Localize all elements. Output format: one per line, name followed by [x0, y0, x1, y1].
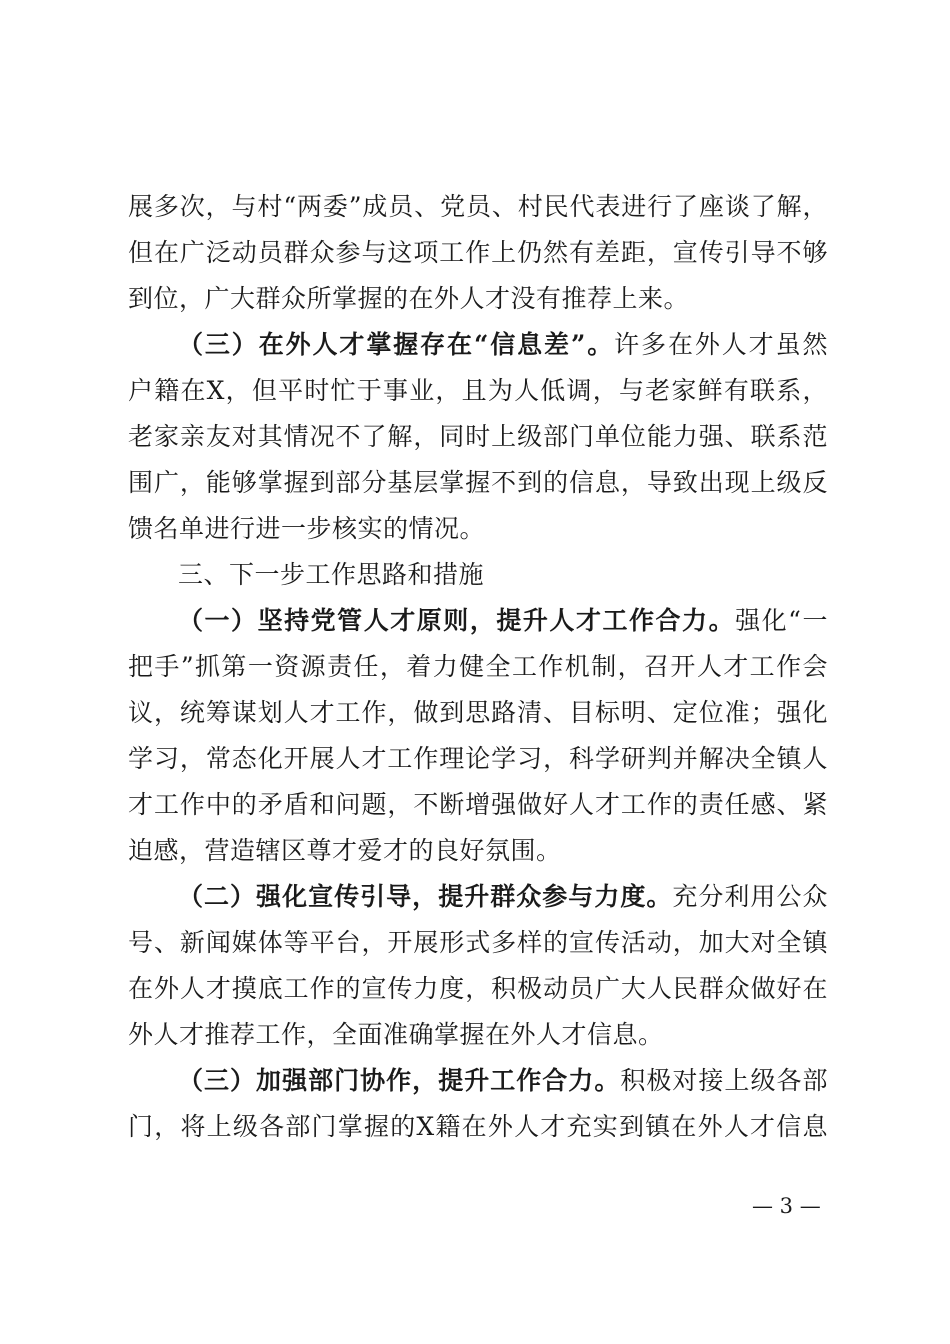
line-text: 议，统筹谋划人才工作，做到思路清、目标明、定位准；强化: [128, 698, 828, 727]
line-text: 许多在外人才虽然: [614, 330, 828, 359]
line-text: 强化“一: [735, 606, 828, 635]
body-text-line: [128, 422, 828, 452]
body-text-line: [128, 652, 828, 682]
line-text: 学习，常态化开展人才工作理论学习，科学研判并解决全镇人: [128, 744, 828, 773]
line-text: 才工作中的矛盾和问题，不断增强做好人才工作的责任感、紧: [128, 790, 828, 819]
body-text-line: [128, 744, 828, 774]
line-text: 门，将上级各部门掌握的X籍在外人才充实到镇在外人才信息: [128, 1112, 828, 1141]
body-text-line: [128, 238, 828, 268]
line-text: 迫感，营造辖区尊才爱才的良好氛围。: [128, 836, 562, 865]
paragraph-heading-bold: （一）坚持党管人才原则，提升人才工作合力。: [178, 606, 736, 635]
body-text-line: [128, 1020, 828, 1050]
line-text: 充分利用公众: [672, 882, 828, 911]
body-text-line: [128, 790, 828, 820]
paragraph-heading-bold: （二）强化宣传引导，提升群众参与力度。: [178, 882, 673, 911]
body-text-line: [128, 284, 828, 314]
body-text-line: [128, 376, 828, 406]
paragraph-heading-bold: （三）在外人才掌握存在“信息差”。: [178, 330, 615, 359]
line-text: 老家亲友对其情况不了解，同时上级部门单位能力强、联系范: [128, 422, 828, 451]
body-text-line: [128, 836, 828, 866]
paragraph-start-line: [178, 330, 828, 360]
body-text-line: [128, 468, 828, 498]
line-text: 馈名单进行进一步核实的情况。: [128, 514, 486, 543]
line-text: 把手”抓第一资源责任，着力健全工作机制，召开人才工作会: [128, 652, 828, 681]
section-heading: [178, 560, 828, 590]
line-text: 但在广泛动员群众参与这项工作上仍然有差距，宣传引导不够: [128, 238, 828, 267]
paragraph-start-line: [178, 882, 828, 912]
paragraph-start-line: [178, 606, 828, 636]
body-text-line: [128, 698, 828, 728]
body-text-line: [128, 928, 828, 958]
body-text-line: [128, 1112, 828, 1142]
line-text: 围广，能够掌握到部分基层掌握不到的信息，导致出现上级反: [128, 468, 828, 497]
line-text: 展多次，与村“两委”成员、党员、村民代表进行了座谈了解，: [128, 192, 828, 221]
body-text-line: [128, 192, 828, 222]
paragraph-heading-bold: （三）加强部门协作，提升工作合力。: [178, 1066, 621, 1095]
line-text: 外人才推荐工作，全面准确掌握在外人才信息。: [128, 1020, 664, 1049]
body-text-line: [128, 514, 828, 544]
line-text: 到位，广大群众所掌握的在外人才没有推荐上来。: [128, 284, 690, 313]
line-text: 积极对接上级各部: [620, 1066, 828, 1095]
line-text: 户籍在X，但平时忙于事业，且为人低调，与老家鲜有联系，: [128, 376, 828, 405]
section-heading-text: 三、下一步工作思路和措施: [178, 560, 485, 589]
paragraph-start-line: [178, 1066, 828, 1096]
line-text: 在外人才摸底工作的宣传力度，积极动员广大人民群众做好在: [128, 974, 828, 1003]
line-text: 号、新闻媒体等平台，开展形式多样的宣传活动，加大对全镇: [128, 928, 828, 957]
body-text-line: [128, 974, 828, 1004]
page-number: — 3 —: [752, 1194, 821, 1218]
